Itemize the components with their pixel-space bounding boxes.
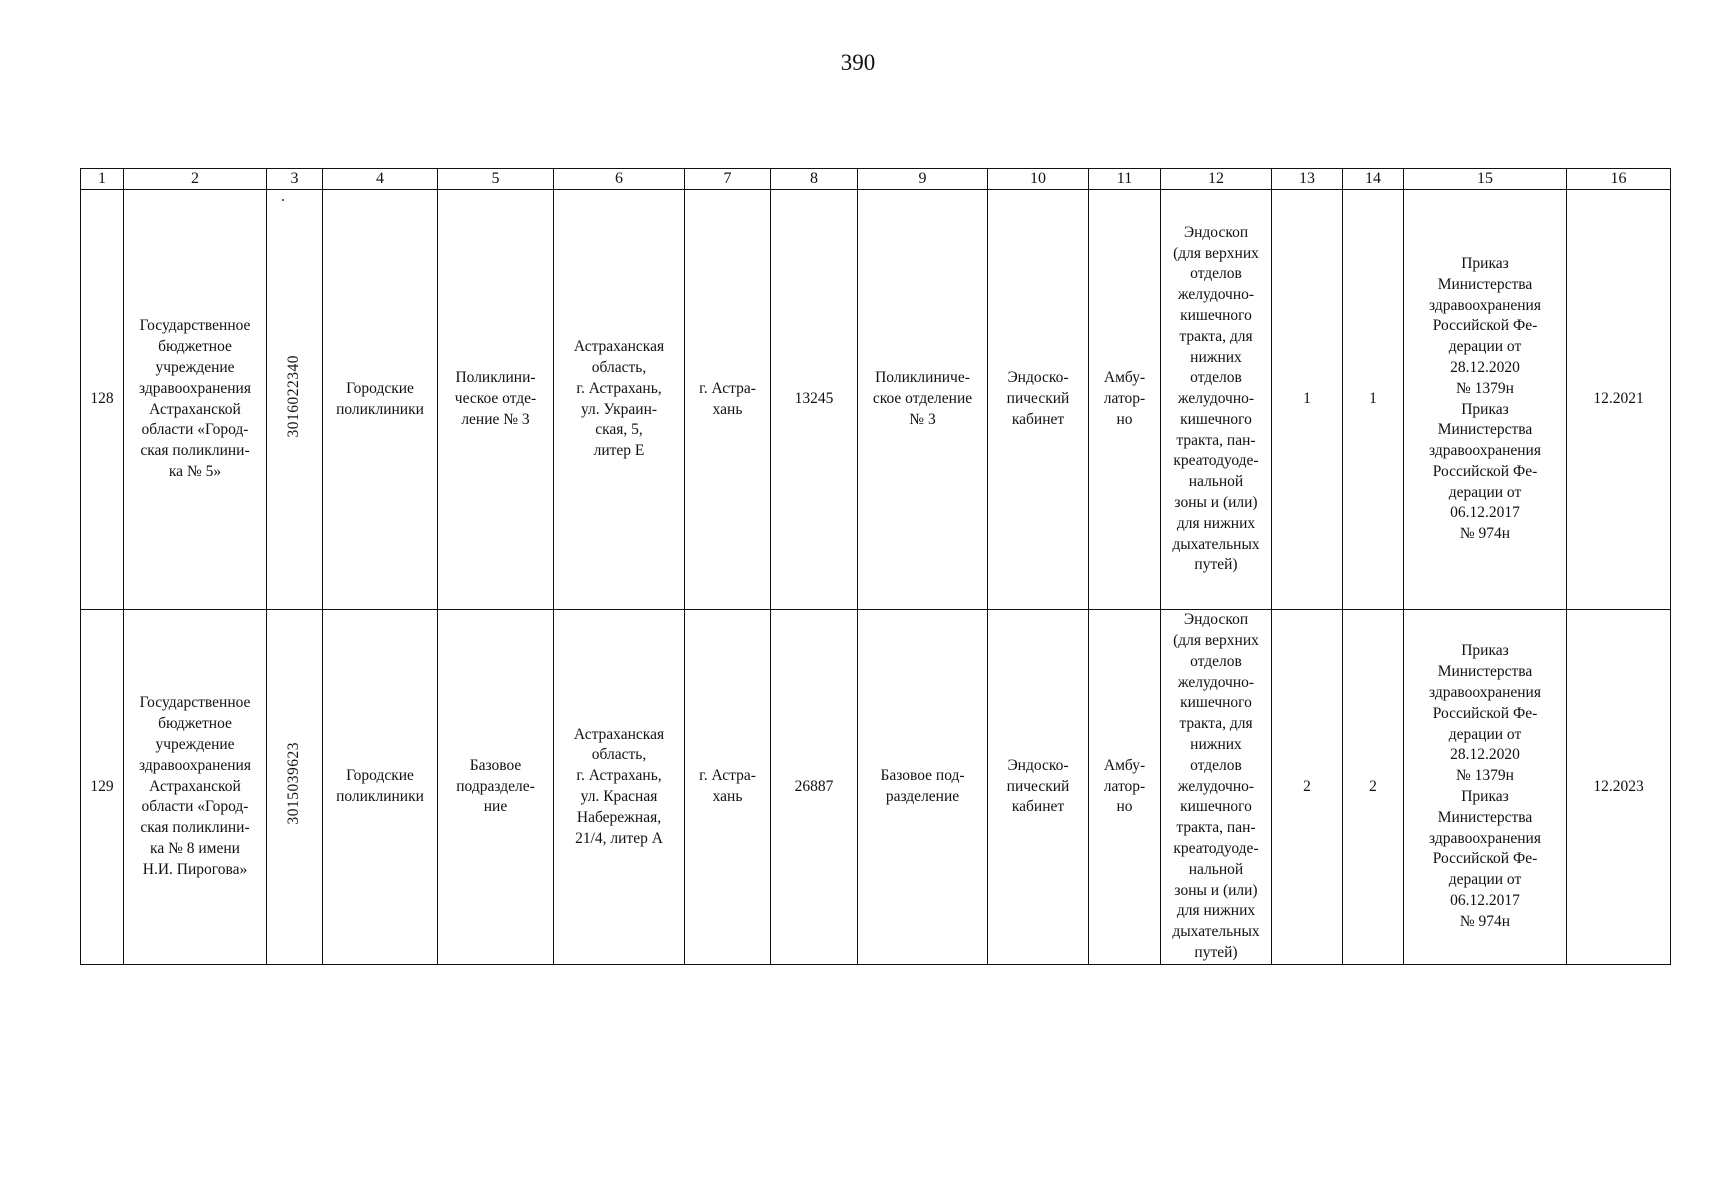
quantity: 2 [1272,610,1343,965]
column-header: 16 [1567,169,1671,190]
table-row [81,190,1671,610]
row-number: 129 [81,610,124,965]
column-header: 12 [1161,169,1272,190]
institution-name: Государственное бюджетное учреждение здравоохранения Астраханской области «Город- ская поликлини- ка № 8 имени Н.И. Пирогова» [124,610,267,965]
column-header: 9 [858,169,988,190]
column-header: 14 [1343,169,1404,190]
column-header: 13 [1272,169,1343,190]
inn-cell [267,190,323,610]
care-mode: Амбу- латор- но [1089,190,1161,610]
regulation: Приказ Министерства здравоохранения Российской Фе- дерации от 28.12.2020 № 1379н Приказ Министерства здравоохранения Российской Фе- дерации от 06.12.2017 № 974н [1404,610,1567,965]
quantity: 1 [1272,190,1343,610]
code: 26887 [771,610,858,965]
date: 12.2023 [1567,610,1671,965]
address: Астраханская область, г. Астрахань, ул. Украин- ская, 5, литер Е [554,190,685,610]
column-header: 8 [771,169,858,190]
row-number: 128 [81,190,124,610]
inn-value: 3016022340 [285,354,303,438]
table-row [81,610,1671,965]
unit-name: Базовое под- разделение [858,610,988,965]
room-type: Эндоско- пический кабинет [988,190,1089,610]
inn-cell [267,610,323,965]
institution-name: Государственное бюджетное учреждение здравоохранения Астраханской области «Город- ская поликлини- ка № 5» [124,190,267,610]
care-mode: Амбу- латор- но [1089,610,1161,965]
quantity-2: 2 [1343,610,1404,965]
column-header: 2 [124,169,267,190]
column-header: 11 [1089,169,1161,190]
quantity-2: 1 [1343,190,1404,610]
inn-value: 3015039623 [285,742,303,825]
regulation: Приказ Министерства здравоохранения Российской Фе- дерации от 28.12.2020 № 1379н Приказ Министерства здравоохранения Российской Фе- дерации от 06.12.2017 № 974н [1404,190,1567,610]
facility-type: Городские поликлиники [323,610,438,965]
column-header: 3 [267,169,323,190]
city: г. Астра- хань [685,610,771,965]
unit-name: Поликлиниче- ское отделение № 3 [858,190,988,610]
city: г. Астра- хань [685,190,771,610]
column-header: 7 [685,169,771,190]
column-header: 6 [554,169,685,190]
equipment: Эндоскоп (для верхних отделов желудочно- кишечного тракта, для нижних отделов желудочно- кишечного тракта, пан- креатодуоде- нальной зоны и (или) для нижних дыхательных путей) [1161,190,1272,610]
department-name: Базовое подразделе- ние [438,610,554,965]
column-header: 10 [988,169,1089,190]
date: 12.2021 [1567,190,1671,610]
column-header: 15 [1404,169,1567,190]
code: 13245 [771,190,858,610]
column-number-header-row [81,169,1671,190]
scan-speck [282,199,284,201]
room-type: Эндоско- пический кабинет [988,610,1089,965]
column-header: 5 [438,169,554,190]
equipment: Эндоскоп (для верхних отделов желудочно- кишечного тракта, для нижних отделов желудочно- кишечного тракта, пан- креатодуоде- нальной зоны и (или) для нижних дыхательных путей) [1161,610,1272,965]
column-header: 1 [81,169,124,190]
column-header: 4 [323,169,438,190]
department-name: Поликлини- ческое отде- ление № 3 [438,190,554,610]
page-number: 390 [840,50,876,75]
address: Астраханская область, г. Астрахань, ул. Красная Набережная, 21/4, литер А [554,610,685,965]
registry-table [80,168,1671,965]
facility-type: Городские поликлиники [323,190,438,610]
